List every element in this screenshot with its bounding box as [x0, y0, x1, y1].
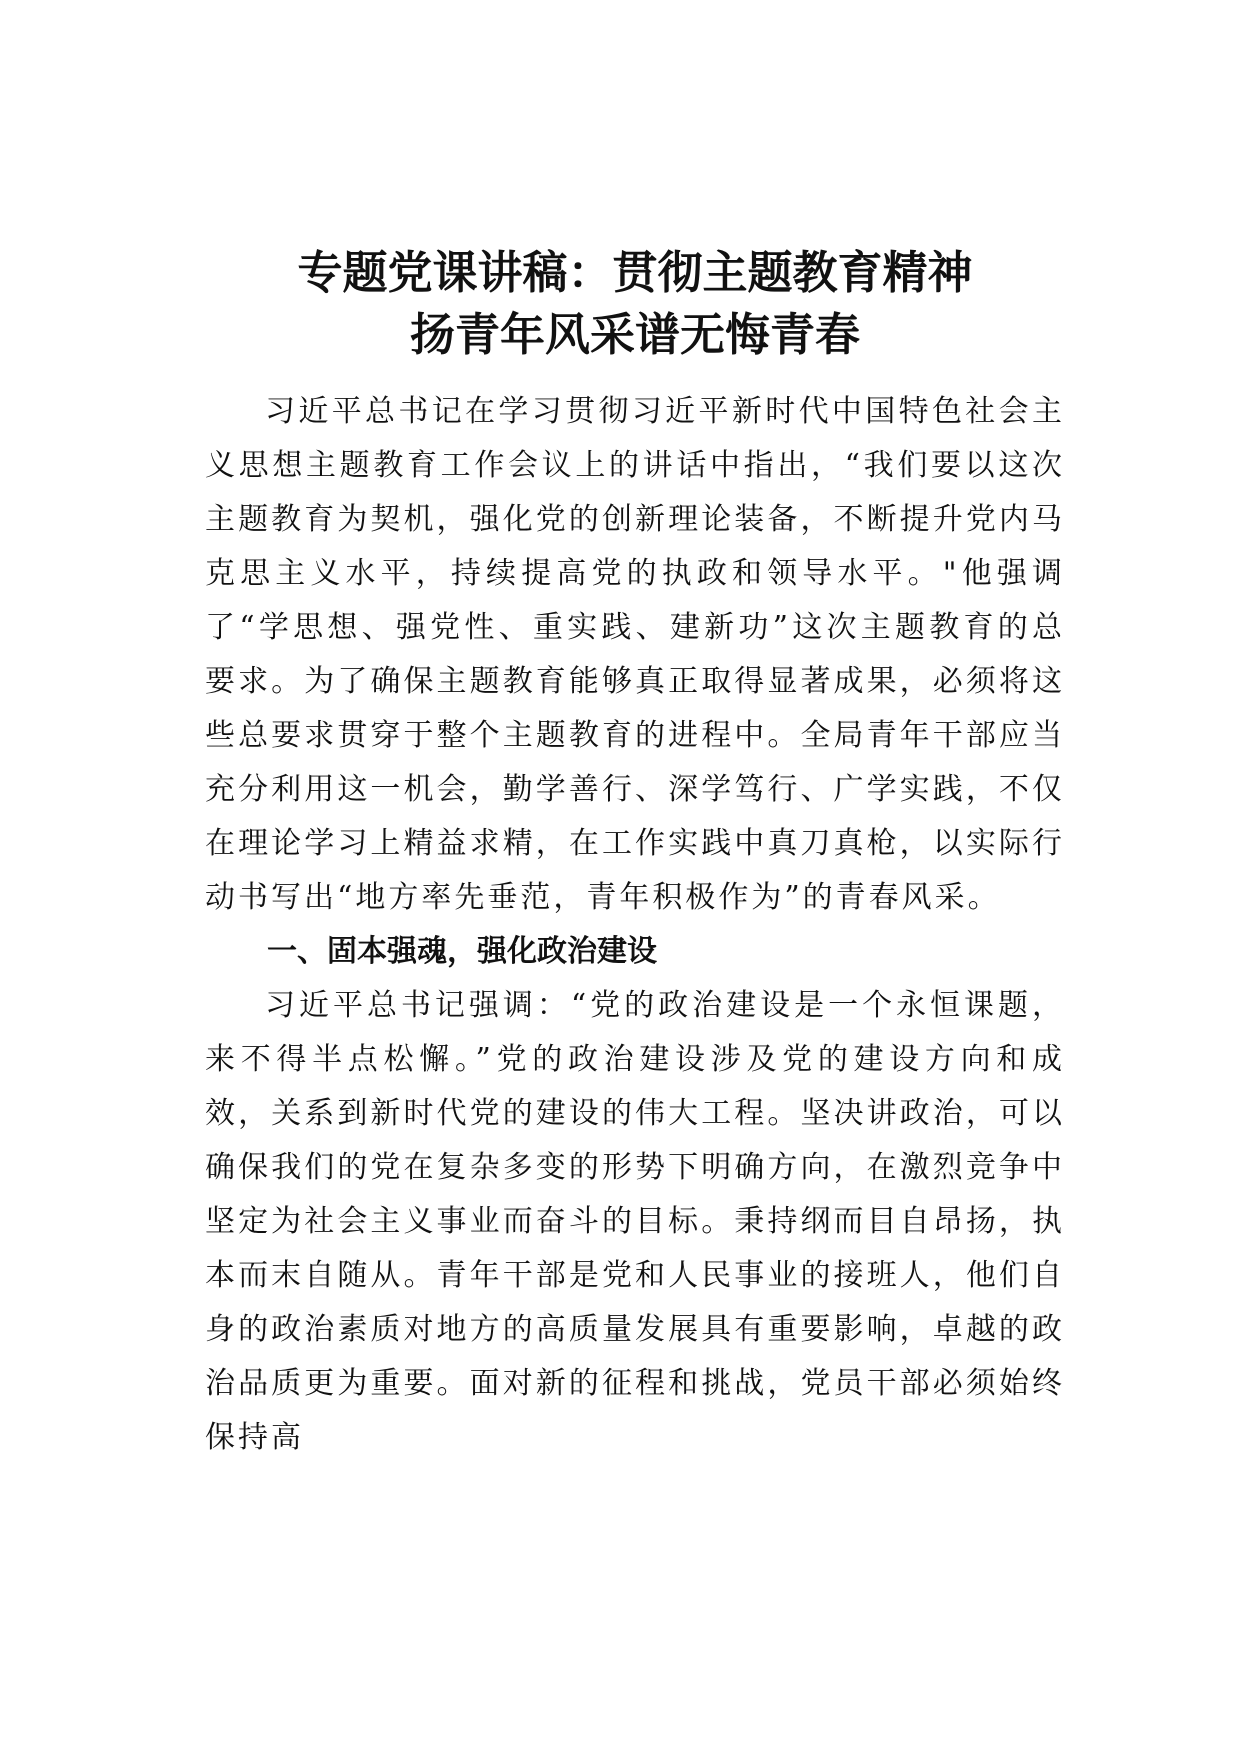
title-line-1: 专题党课讲稿：贯彻主题教育精神: [297, 246, 973, 300]
section-heading-1: 一、固本强魂，强化政治建设: [267, 934, 657, 969]
section-1-paragraph: 习近平总书记强调：“党的政治建设是一个永恒课题，来不得半点松懈。”党的政治建设涉及党的建设方向和成效，关系到新时代党的建设的伟大工程。坚决讲政治，可以确保我们的党在复杂多变的形势下明确方向，在激烈竞争中坚定为社会主义事业而奋斗的目标。秉持纲而目自昂扬，执本而末自随从。青年干部是党和人民事业的接班人，他们自身的政治素质对地方的高质量发展具有重要影响，卓越的政治品质更为重要。面对新的征程和挑战，党员干部必须始终保持高: [205, 988, 1065, 1455]
document-title: [200, 242, 1070, 366]
document-body: [205, 385, 1065, 1465]
intro-paragraph: 习近平总书记在学习贯彻习近平新时代中国特色社会主义思想主题教育工作会议上的讲话中指出，“我们要以这次主题教育为契机，强化党的创新理论装备，不断提升党内马克思主义水平，持续提高党的执政和领导水平。"他强调了“学思想、强党性、重实践、建新功”这次主题教育的总要求。为了确保主题教育能够真正取得显著成果，必须将这些总要求贯穿于整个主题教育的进程中。全局青年干部应当充分利用这一机会，勤学善行、深学笃行、广学实践，不仅在理论学习上精益求精，在工作实践中真刀真枪，以实际行动书写出“地方率先垂范，青年积极作为”的青春风采。: [205, 394, 1065, 915]
title-line-2: 扬青年风采谱无悔青春: [409, 308, 860, 362]
